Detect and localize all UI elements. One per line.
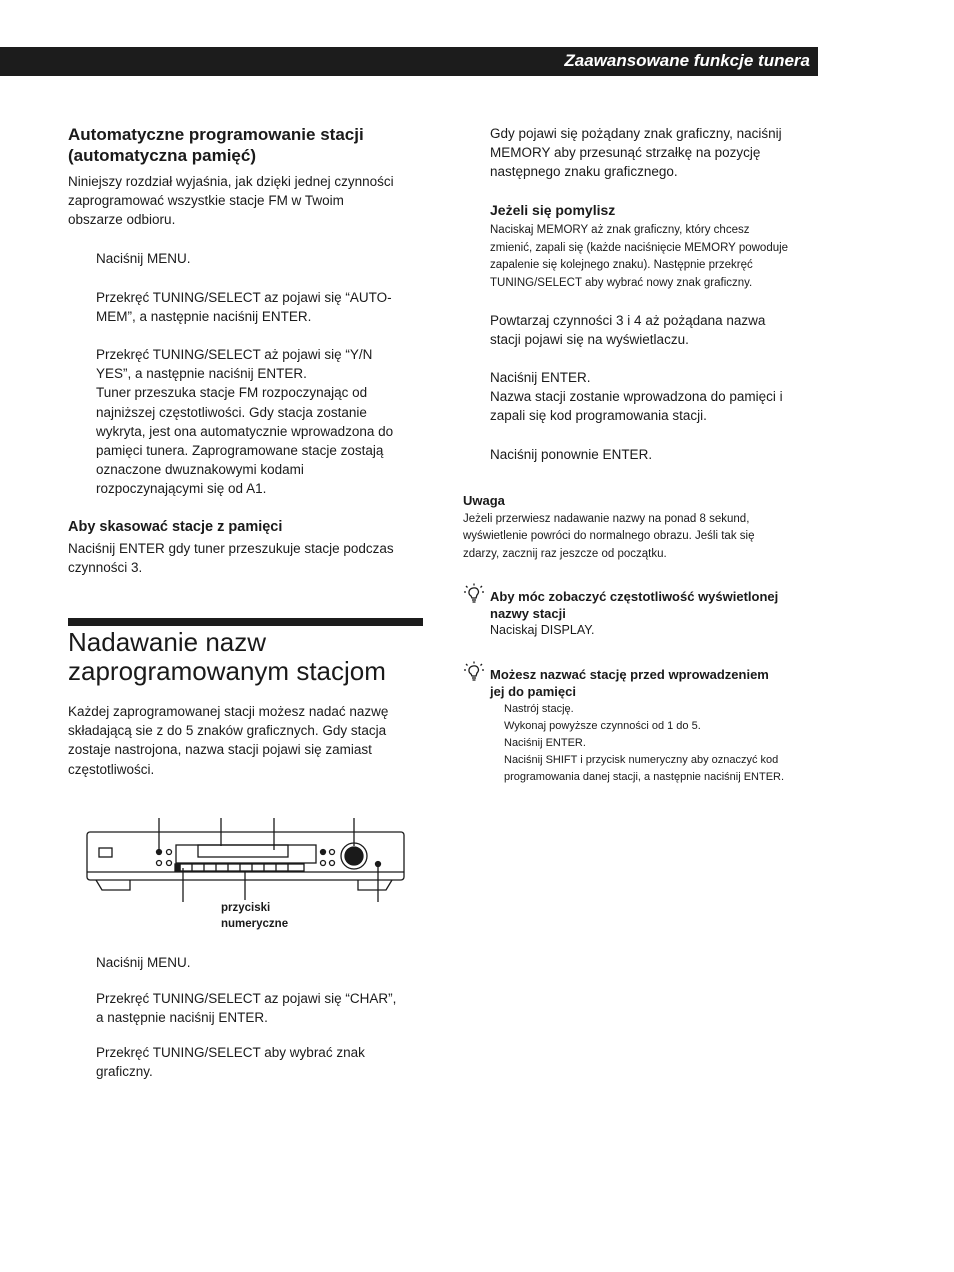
mistake-text: Naciskaj MEMORY aż znak graficzny, który chcesz zmienić, zapali się (każde naciśnięcie MEMORY powoduje zapalenie się kolejnego znaku). Następnie przekręć TUNING/SELECT aby wybrać nowy znak graficzny. <box>490 224 789 289</box>
naming-step-6: Naciśnij ENTER. Nazwa stacji zostanie wprowadzona do pamięci i zapali się kod programowania stacji. <box>490 370 783 424</box>
tuner-front-panel-diagram <box>80 810 420 910</box>
naming-title: Nadawanie nazw zaprogramowanym stacjom <box>68 627 386 686</box>
tip-frequency-text: Naciskaj DISPLAY. <box>490 623 595 637</box>
tip-frequency-heading: Aby móc zobaczyć częstotliwość wyświetlonej nazwy stacji <box>490 589 779 621</box>
note-heading: Uwaga <box>463 493 505 508</box>
naming-intro: Każdej zaprogramowanej stacji możesz nadać nazwę składającą sie z do 5 znaków graficznych. Gdy stacja zostaje nastrojona, nazwa stacji pojawi się zamiast częstotliwości. <box>68 704 389 777</box>
auto-step-2: Przekręć TUNING/SELECT az pojawi się “AUTO- MEM”, a następnie naciśnij ENTER. <box>96 290 392 325</box>
naming-step-1: Naciśnij MENU. <box>96 955 191 970</box>
cancel-memory-text: Naciśnij ENTER gdy tuner przeszukuje stacje podczas czynności 3. <box>68 541 394 576</box>
naming-step-3: Przekręć TUNING/SELECT aby wybrać znak graficzny. <box>96 1045 365 1080</box>
section-header-title: Zaawansowane funkcje tunera <box>564 51 810 70</box>
auto-step-3: Przekręć TUNING/SELECT aż pojawi się “Y/N YES”, a następnie naciśnij ENTER. Tuner przeszuka stacje FM rozpoczynając od najniższej częstotliwości. Gdy stacja zostanie wykryta, jest ona automatycznie wprowadzona do pamięci tunera. Zaprogramowane stacje zostają oznaczone dwuznakowymi kodami rozpoczynającymi się od A1. <box>96 347 394 497</box>
tip-name-before-memory-heading: Możesz nazwać stację przed wprowadzeniem jej do pamięci <box>490 667 769 699</box>
naming-step-4: Gdy pojawi się pożądany znak graficzny, naciśnij MEMORY aby przesunąć strzałkę na pozycję następnego znaku graficznego. <box>490 126 782 180</box>
section-divider <box>68 618 423 626</box>
lightbulb-icon <box>463 583 485 605</box>
auto-memory-section <box>68 124 428 166</box>
tip-name-before-memory-block <box>490 666 830 700</box>
note-text: Jeżeli przerwiesz nadawanie nazwy na ponad 8 sekund, wyświetlenie powróci do normalnego obrazu. Jeśli tak się zdarzy, zacznij raz jeszcze od początku. <box>463 512 755 560</box>
note-block <box>463 492 823 563</box>
lightbulb-icon <box>463 661 485 683</box>
tip-frequency-block <box>490 588 830 640</box>
section-header-bar <box>0 47 818 76</box>
numeric-buttons-label: przyciski numeryczne <box>221 902 289 930</box>
mistake-block <box>490 201 830 292</box>
naming-step-2: Przekręć TUNING/SELECT az pojawi się “CHAR”, a następnie naciśnij ENTER. <box>96 991 397 1026</box>
auto-memory-intro: Niniejszy rozdział wyjaśnia, jak dzięki jednej czynności zaprogramować wszystkie stacje FM w Twoim obszarze odbioru. <box>68 174 394 228</box>
naming-step-7: Naciśnij ponownie ENTER. <box>490 447 653 462</box>
cancel-memory-heading: Aby skasować stacje z pamięci <box>68 519 283 535</box>
tip-name-before-memory-list: Nastrój stację. Wykonaj powyższe czynności od 1 do 5. Naciśnij ENTER. Naciśnij SHIFT i przycisk numeryczny aby oznaczyć kod programowania danej stacji, a następnie naciśnij ENTER. <box>504 703 785 783</box>
naming-step-5: Powtarzaj czynności 3 i 4 aż pożądana nazwa stacji pojawi się na wyświetlaczu. <box>490 313 766 348</box>
cancel-memory-block <box>68 518 428 578</box>
mistake-heading: Jeżeli się pomylisz <box>490 202 616 218</box>
auto-memory-heading: Automatyczne programowanie stacji (automatyczna pamięć) <box>68 125 364 165</box>
auto-step-1: Naciśnij MENU. <box>96 251 191 266</box>
